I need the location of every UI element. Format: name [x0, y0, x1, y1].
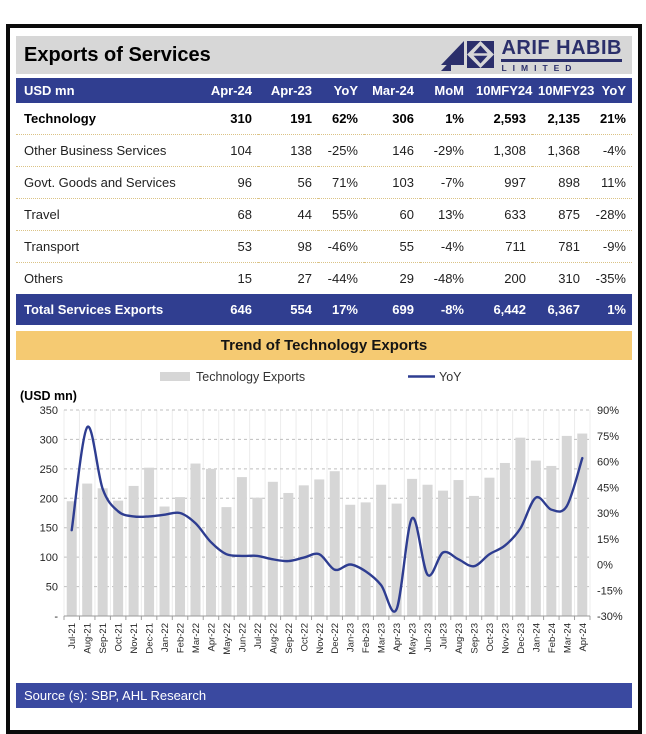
- cell: 27: [297, 271, 312, 286]
- logo-subtitle: LIMITED: [501, 62, 578, 73]
- cell: 711: [470, 231, 532, 263]
- svg-text:250: 250: [39, 463, 58, 476]
- arif-habib-logo: [440, 38, 622, 73]
- cell: 1%: [420, 103, 470, 135]
- column-header: Mar-24: [364, 78, 420, 103]
- svg-text:30%: 30%: [597, 508, 620, 520]
- table-row: [16, 167, 632, 199]
- column-header-unit: USD mn: [16, 78, 200, 103]
- cell: 44: [258, 199, 318, 231]
- bar: [562, 436, 572, 616]
- cell: 60: [364, 199, 420, 231]
- cell: 55%: [318, 199, 364, 231]
- svg-text:Mar-22: Mar-22: [191, 623, 202, 654]
- cell: 633: [470, 199, 532, 231]
- cell: 646: [200, 294, 258, 325]
- cell: 62%: [318, 103, 364, 135]
- column-header: 10MFY24: [470, 78, 532, 103]
- cell: 200: [504, 271, 526, 286]
- bar: [299, 485, 309, 616]
- page-title: Exports of Services: [24, 43, 211, 66]
- cell: -29%: [420, 135, 470, 167]
- bar: [82, 484, 92, 616]
- svg-text:Jan-24: Jan-24: [531, 623, 543, 653]
- svg-text:May-22: May-22: [221, 623, 233, 655]
- svg-text:Nov-23: Nov-23: [500, 623, 512, 654]
- category-gridlines: [64, 410, 590, 620]
- cell: 138: [258, 135, 318, 167]
- svg-text:Jan-23: Jan-23: [345, 623, 357, 653]
- svg-text:350: 350: [39, 405, 58, 417]
- cell: 15: [237, 271, 252, 286]
- cell: 2,135: [532, 103, 586, 135]
- cell: 1%: [586, 294, 632, 325]
- row-label: Travel: [16, 199, 200, 231]
- right-axis-labels: [597, 405, 623, 623]
- bar: [546, 466, 556, 616]
- column-header: YoY: [318, 78, 364, 103]
- svg-text:75%: 75%: [597, 430, 620, 443]
- svg-text:Dec-23: Dec-23: [515, 623, 527, 654]
- column-header: 10MFY23: [532, 78, 586, 103]
- bar: [376, 485, 386, 616]
- cell: -44%: [327, 271, 358, 286]
- report-frame: [6, 24, 642, 734]
- cell: 306: [364, 103, 420, 135]
- svg-text:0%: 0%: [597, 559, 613, 572]
- bar: [221, 507, 231, 616]
- row-label: Technology: [16, 103, 200, 135]
- svg-text:-30%: -30%: [597, 611, 623, 623]
- svg-text:Dec-22: Dec-22: [330, 623, 342, 654]
- svg-text:Aug-22: Aug-22: [268, 623, 280, 654]
- chart-title-banner: Trend of Technology Exports: [16, 331, 632, 360]
- row-label: Govt. Goods and Services: [16, 167, 200, 199]
- left-axis-labels: [40, 405, 59, 623]
- left-axis-unit-label: (USD mn): [20, 389, 77, 403]
- svg-text:Jul-22: Jul-22: [252, 623, 264, 649]
- cell: -8%: [420, 294, 470, 325]
- x-axis-labels: [67, 623, 589, 655]
- column-header: Apr-23: [258, 78, 318, 103]
- cell: 11%: [586, 167, 632, 199]
- svg-text:Apr-22: Apr-22: [206, 623, 218, 652]
- bar: [469, 496, 479, 616]
- cell: 56: [258, 167, 318, 199]
- cell: 13%: [420, 199, 470, 231]
- cell: 21%: [586, 103, 632, 135]
- cell: 71%: [318, 167, 364, 199]
- table-row: [16, 135, 632, 167]
- svg-text:Sep-21: Sep-21: [98, 623, 110, 654]
- cell: -25%: [318, 135, 364, 167]
- cell: 146: [364, 135, 420, 167]
- cell: -46%: [318, 231, 364, 263]
- table-row: [16, 263, 632, 295]
- row-label: Other Business Services: [16, 135, 200, 167]
- title-band: [16, 36, 632, 74]
- svg-text:Dec-21: Dec-21: [144, 623, 156, 654]
- svg-text:Jan-22: Jan-22: [160, 623, 172, 653]
- bar: [268, 482, 278, 616]
- svg-text:15%: 15%: [597, 533, 620, 546]
- svg-text:100: 100: [39, 552, 58, 565]
- svg-text:90%: 90%: [597, 405, 620, 417]
- svg-text:Oct-21: Oct-21: [113, 623, 125, 652]
- svg-text:Feb-22: Feb-22: [175, 623, 187, 654]
- cell: 310: [200, 103, 258, 135]
- svg-text:Aug-21: Aug-21: [82, 623, 94, 654]
- bar: [283, 493, 293, 616]
- column-header: MoM: [420, 78, 470, 103]
- cell: 104: [200, 135, 258, 167]
- cell: 699: [364, 294, 420, 325]
- svg-text:Oct-22: Oct-22: [299, 623, 311, 652]
- svg-text:Sep-23: Sep-23: [469, 623, 481, 654]
- cell: 554: [258, 294, 318, 325]
- table-row: [16, 103, 632, 135]
- svg-text:-15%: -15%: [597, 585, 623, 598]
- cell: 2,593: [470, 103, 532, 135]
- svg-text:Jul-23: Jul-23: [438, 623, 450, 649]
- bar: [98, 488, 108, 616]
- svg-text:Apr-24: Apr-24: [577, 623, 589, 652]
- svg-text:Feb-23: Feb-23: [361, 623, 373, 654]
- svg-text:Jul-21: Jul-21: [67, 623, 79, 649]
- svg-text:Nov-21: Nov-21: [129, 623, 141, 654]
- source-bar: Source (s): SBP, AHL Research: [16, 683, 632, 708]
- cell: 997: [470, 167, 532, 199]
- cell: 103: [364, 167, 420, 199]
- cell: -35%: [595, 271, 626, 286]
- svg-text:Mar-24: Mar-24: [562, 623, 574, 654]
- svg-text:60%: 60%: [597, 456, 620, 469]
- table-total-row: [16, 294, 632, 325]
- bar-legend-label: Technology Exports: [196, 370, 306, 384]
- table-header-row: [16, 78, 632, 103]
- bar: [113, 501, 123, 616]
- svg-text:May-23: May-23: [407, 623, 419, 655]
- cell: 29: [399, 271, 414, 286]
- cell: -48%: [433, 271, 464, 286]
- svg-text:Feb-24: Feb-24: [546, 623, 558, 654]
- cell: 6,367: [532, 294, 586, 325]
- svg-text:Jun-23: Jun-23: [423, 623, 435, 653]
- row-label: Transport: [16, 231, 200, 263]
- cell: 6,442: [470, 294, 532, 325]
- bar: [67, 501, 77, 616]
- bar: [454, 480, 464, 616]
- cell: -4%: [420, 231, 470, 263]
- bar: [345, 505, 355, 616]
- bar: [423, 485, 433, 616]
- bar-legend-swatch: [160, 372, 190, 381]
- column-header: Apr-24: [200, 78, 258, 103]
- cell: 898: [532, 167, 586, 199]
- cell: 781: [532, 231, 586, 263]
- bar: [500, 463, 510, 616]
- trend-chart: [16, 362, 632, 680]
- cell: 875: [532, 199, 586, 231]
- cell: 68: [200, 199, 258, 231]
- svg-text:Apr-23: Apr-23: [392, 623, 404, 652]
- svg-text:150: 150: [39, 522, 58, 535]
- cell: 1,308: [470, 135, 532, 167]
- svg-text:-: -: [54, 611, 58, 623]
- cell: 1,368: [532, 135, 586, 167]
- bar: [144, 468, 154, 616]
- bar: [160, 507, 170, 616]
- svg-text:Jun-22: Jun-22: [237, 623, 249, 653]
- cell: 191: [258, 103, 318, 135]
- logo-mark-icon: [440, 38, 496, 72]
- cell: -4%: [586, 135, 632, 167]
- logo-text: [501, 38, 622, 73]
- total-label: Total Services Exports: [16, 294, 200, 325]
- cell: 17%: [318, 294, 364, 325]
- logo-name: ARIF HABIB: [501, 38, 622, 62]
- cell: 55: [364, 231, 420, 263]
- bar: [330, 471, 340, 616]
- cell: 310: [558, 271, 580, 286]
- bar: [484, 478, 494, 616]
- table-row: [16, 231, 632, 263]
- svg-text:Oct-23: Oct-23: [484, 623, 496, 652]
- bar: [237, 477, 247, 616]
- bar: [191, 464, 201, 616]
- table-row: [16, 199, 632, 231]
- svg-text:Mar-23: Mar-23: [376, 623, 388, 654]
- bar: [129, 486, 139, 616]
- svg-text:Aug-23: Aug-23: [454, 623, 465, 654]
- svg-text:45%: 45%: [597, 482, 620, 495]
- bar: [531, 461, 541, 616]
- line-legend-label: YoY: [439, 370, 462, 384]
- cell: 53: [200, 231, 258, 263]
- exports-table: [16, 78, 632, 325]
- svg-text:50: 50: [45, 581, 58, 594]
- bar: [361, 502, 371, 616]
- svg-text:300: 300: [39, 434, 58, 447]
- svg-text:Nov-22: Nov-22: [314, 623, 326, 654]
- column-header: YoY: [586, 78, 632, 103]
- bar: [407, 479, 417, 616]
- row-label: Others: [24, 271, 64, 286]
- cell: -9%: [586, 231, 632, 263]
- svg-text:Sep-22: Sep-22: [283, 623, 295, 654]
- chart-legend: [160, 370, 462, 384]
- cell: 98: [258, 231, 318, 263]
- cell: -28%: [586, 199, 632, 231]
- svg-text:200: 200: [39, 493, 58, 506]
- cell: 96: [200, 167, 258, 199]
- cell: -7%: [420, 167, 470, 199]
- bar: [314, 479, 324, 616]
